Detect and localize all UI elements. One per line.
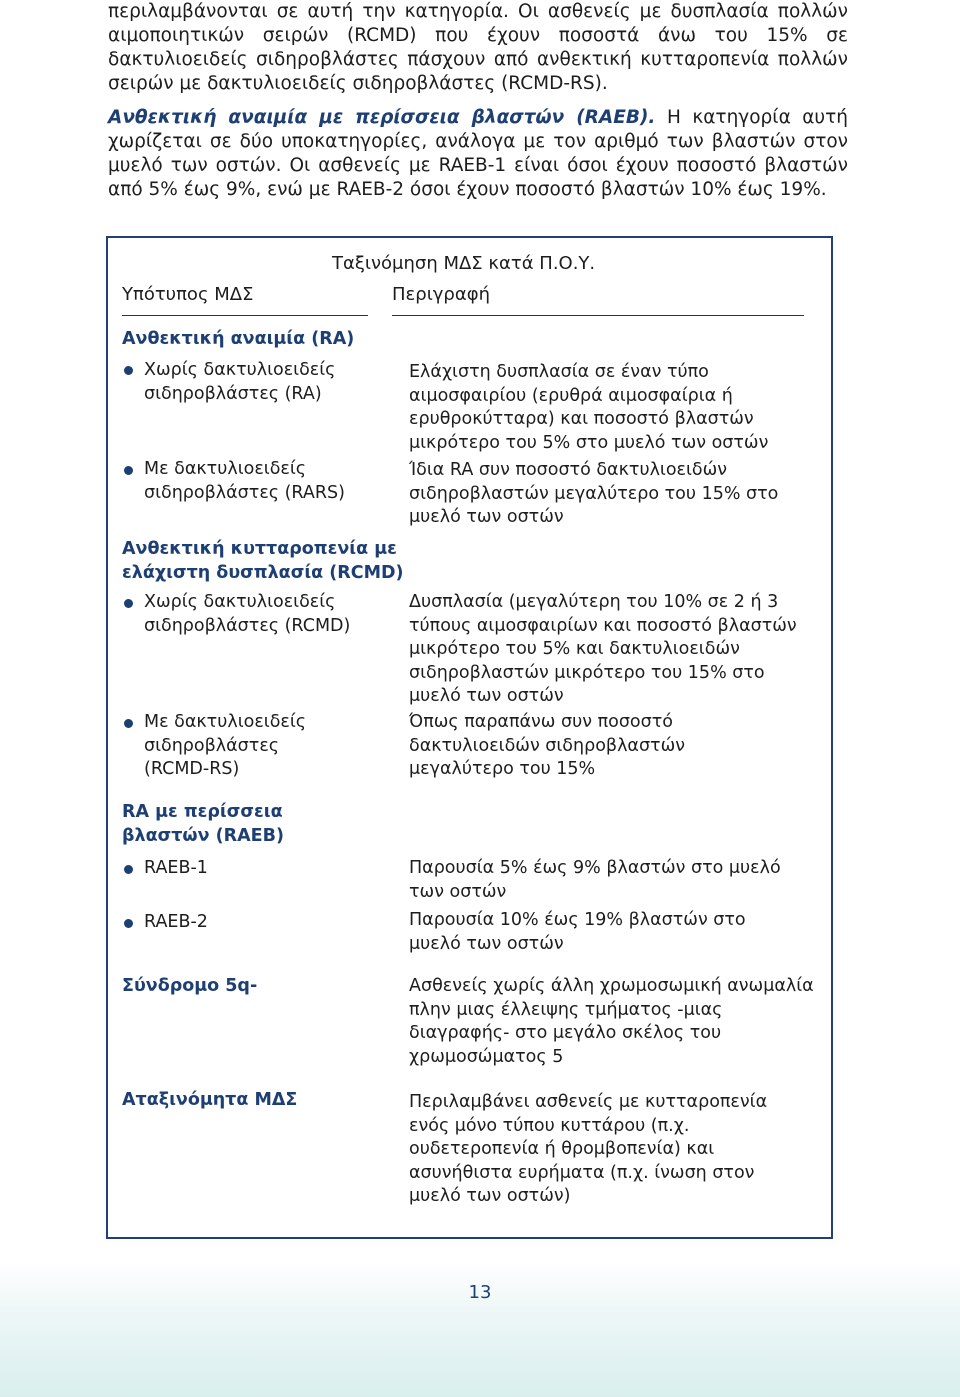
description-rcmd: Δυσπλασία (μεγαλύτερη του 10% σε 2 ή 3 τύπους αιμοσφαιρίων και ποσοστό βλαστών μικρότερο του 5% και δακτυλιοειδών σιδηροβλαστών μικρότερο του 15% στο μυελό των οστών	[409, 592, 797, 706]
intro-paragraph-2	[108, 106, 848, 202]
column-header-description: Περιγραφή	[392, 284, 491, 305]
column-header-subtype: Υπότυπος ΜΔΣ	[122, 284, 254, 305]
group-heading-raeb: RA με περίσσεια βλαστών (RAEB)	[122, 802, 284, 846]
description-underline	[392, 315, 804, 316]
intro-paragraph-1: περιλαμβάνονται σε αυτή την κατηγορία. Οι ασθενείς με δυσπλασία πολλών αιμοποιητικών σειρών (RCMD) που έχουν ποσοστά άνω του 15% σε δακτυλιοειδείς σιδηροβλάστες πάσχουν από ανθεκτική κυτταροπενία πολλών σειρών με δακτυλιοειδείς σιδηροβλάστες (RCMD-RS).	[108, 1, 848, 94]
bullet-icon	[124, 719, 133, 728]
subtype-rars: Με δακτυλιοειδείς σιδηροβλάστες (RARS)	[144, 459, 345, 503]
description-raeb-1: Παρουσία 5% έως 9% βλαστών στο μυελό των οστών	[409, 858, 781, 902]
group-heading-rcmd: Ανθεκτική κυτταροπενία με ελάχιστη δυσπλασία (RCMD)	[122, 539, 404, 583]
subtype-raeb-1: RAEB-1	[144, 858, 208, 878]
group-heading-5q: Σύνδρομο 5q-	[122, 976, 258, 996]
description-rars: Ίδια RA συν ποσοστό δακτυλιοειδών σιδηροβλαστών μεγαλύτερο του 15% στο μυελό των οστών	[409, 460, 779, 527]
description-unclassified: Περιλαμβάνει ασθενείς με κυτταροπενία ενός μόνο τύπου κυττάρου (π.χ. ουδετεροπενία ή θρομβοπενία) και ασυνήθιστα ευρήματα (π.χ. ίνωση στον μυελό των οστών)	[409, 1092, 768, 1206]
classification-table	[106, 236, 833, 1239]
subtype-rcmd-rs: Με δακτυλιοειδείς σιδηροβλάστες (RCMD-RS)	[144, 712, 307, 779]
description-rcmd-rs: Όπως παραπάνω συν ποσοστό δακτυλιοειδών σιδηροβλαστών μεγαλύτερο του 15%	[409, 712, 686, 779]
raeb-description: Η κατηγορία αυτή χωρίζεται σε δύο υποκατηγορίες, ανάλογα με τον αριθμό των βλαστών στον μυελό των οστών. Οι ασθενείς με RAEB-1 είναι όσοι έχουν ποσοστό βλαστών από 5% έως 9%, ενώ με RAEB-2 όσοι έχουν ποσοστό βλαστών 10% έως 19%.	[108, 107, 848, 200]
description-5q: Ασθενείς χωρίς άλλη χρωμοσωμική ανωμαλία πλην μιας έλλειψης τμήματος -μιας διαγραφής- στο μεγάλο σκέλος του χρωμοσώματος 5	[409, 976, 814, 1067]
subtype-underline	[122, 315, 368, 316]
raeb-term: Ανθεκτική αναιμία με περίσσεια βλαστών (RAEB).	[108, 107, 656, 128]
subtype-raeb-2: RAEB-2	[144, 912, 208, 932]
bullet-icon	[124, 366, 133, 375]
bullet-icon	[124, 919, 133, 928]
bullet-icon	[124, 599, 133, 608]
table-title: Ταξινόμηση ΜΔΣ κατά Π.Ο.Υ.	[332, 253, 596, 274]
group-heading-unclassified: Αταξινόμητα ΜΔΣ	[122, 1090, 298, 1110]
bullet-icon	[124, 466, 133, 475]
description-ra: Ελάχιστη δυσπλασία σε έναν τύπο αιμοσφαιρίου (ερυθρά αιμοσφαίρια ή ερυθροκύτταρα) και ποσοστό βλαστών μικρότερο του 5% στο μυελό των οστών	[409, 362, 769, 453]
group-heading-ra: Ανθεκτική αναιμία (RA)	[122, 329, 355, 349]
page-number: 13	[468, 1282, 492, 1303]
subtype-rcmd: Χωρίς δακτυλιοειδείς σιδηροβλάστες (RCMD)	[144, 592, 351, 636]
intro-text	[108, 0, 848, 202]
description-raeb-2: Παρουσία 10% έως 19% βλαστών στο μυελό των οστών	[409, 910, 746, 954]
bullet-icon	[124, 865, 133, 874]
subtype-ra: Χωρίς δακτυλιοειδείς σιδηροβλάστες (RA)	[144, 360, 336, 404]
